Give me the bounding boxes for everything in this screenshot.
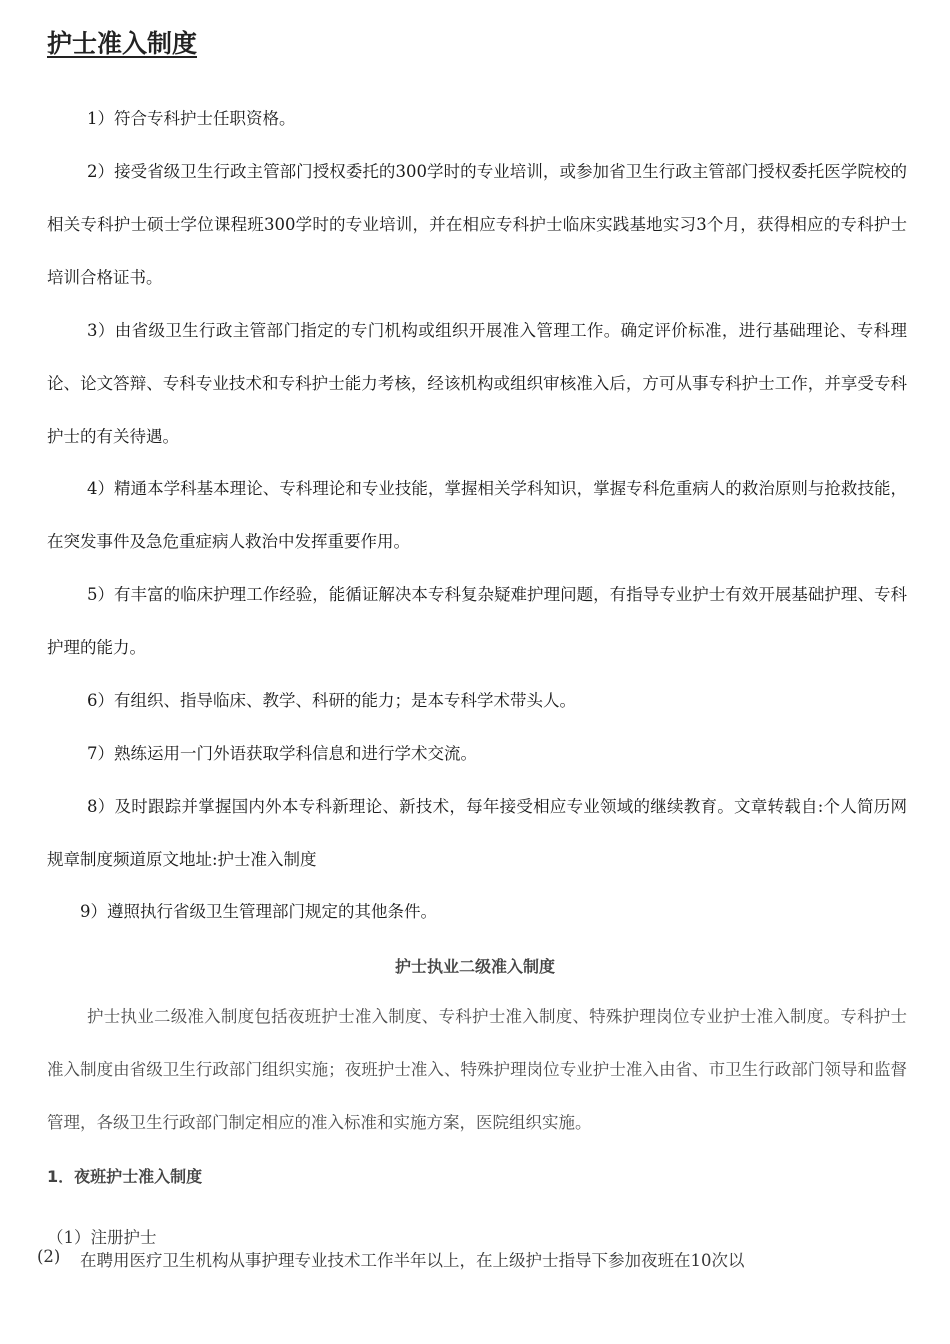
subsection-heading: 1．夜班护士准入制度 [47, 1167, 203, 1186]
item-3: 3）由省级卫生行政主管部门指定的专门机构或组织开展准入管理工作。确定评价标准，进行基础理论、专科理论、论文答辩、专科专业技术和专科护士能力考核，经该机构或组织审核准入后，方可从事专科护士工作，并享受专科护士的有关待遇。 [47, 321, 907, 446]
sub-item-1: （1）注册护士 [47, 1228, 157, 1247]
item-8: 8）及时跟踪并掌握国内外本专科新理论、新技术，每年接受相应专业领域的继续教育。文章转载自:个人简历网规章制度频道原文地址:护士准入制度 [47, 797, 907, 869]
item-6: 6）有组织、指导临床、教学、科研的能力；是本专科学术带头人。 [87, 691, 576, 710]
item-4: 4）精通本学科基本理论、专科理论和专业技能，掌握相关学科知识，掌握专科危重病人的救治原则与抢救技能，在突发事件及急危重症病人救治中发挥重要作用。 [47, 479, 907, 551]
item-9: 9）遵照执行省级卫生管理部门规定的其他条件。 [80, 902, 437, 921]
item-1: 1）符合专科护士任职资格。 [87, 109, 296, 128]
sub-item-2-number: (2) [37, 1247, 61, 1266]
section-title: 护士执业二级准入制度 [394, 957, 555, 976]
item-2: 2）接受省级卫生行政主管部门授权委托的300学时的专业培训，或参加省卫生行政主管部门授权委托医学院校的相关专科护士硕士学位课程班300学时的专业培训，并在相应专科护士临床实践基地实习3个月，获得相应的专科护士培训合格证书。 [47, 162, 907, 287]
document-title: 护士准入制度 [47, 29, 198, 58]
item-7: 7）熟练运用一门外语获取学科信息和进行学术交流。 [87, 744, 477, 763]
section-intro: 护士执业二级准入制度包括夜班护士准入制度、专科护士准入制度、特殊护理岗位专业护士准入制度。专科护士准入制度由省级卫生行政部门组织实施；夜班护士准入、特殊护理岗位专业护士准入由省、市卫生行政部门领导和监督管理，各级卫生行政部门制定相应的准入标准和实施方案，医院组织实施。 [47, 1007, 907, 1132]
sub-item-2-text: 在聘用医疗卫生机构从事护理专业技术工作半年以上，在上级护士指导下参加夜班在10次以 [80, 1251, 745, 1270]
item-5: 5）有丰富的临床护理工作经验，能循证解决本专科复杂疑难护理问题，有指导专业护士有效开展基础护理、专科护理的能力。 [47, 585, 907, 657]
